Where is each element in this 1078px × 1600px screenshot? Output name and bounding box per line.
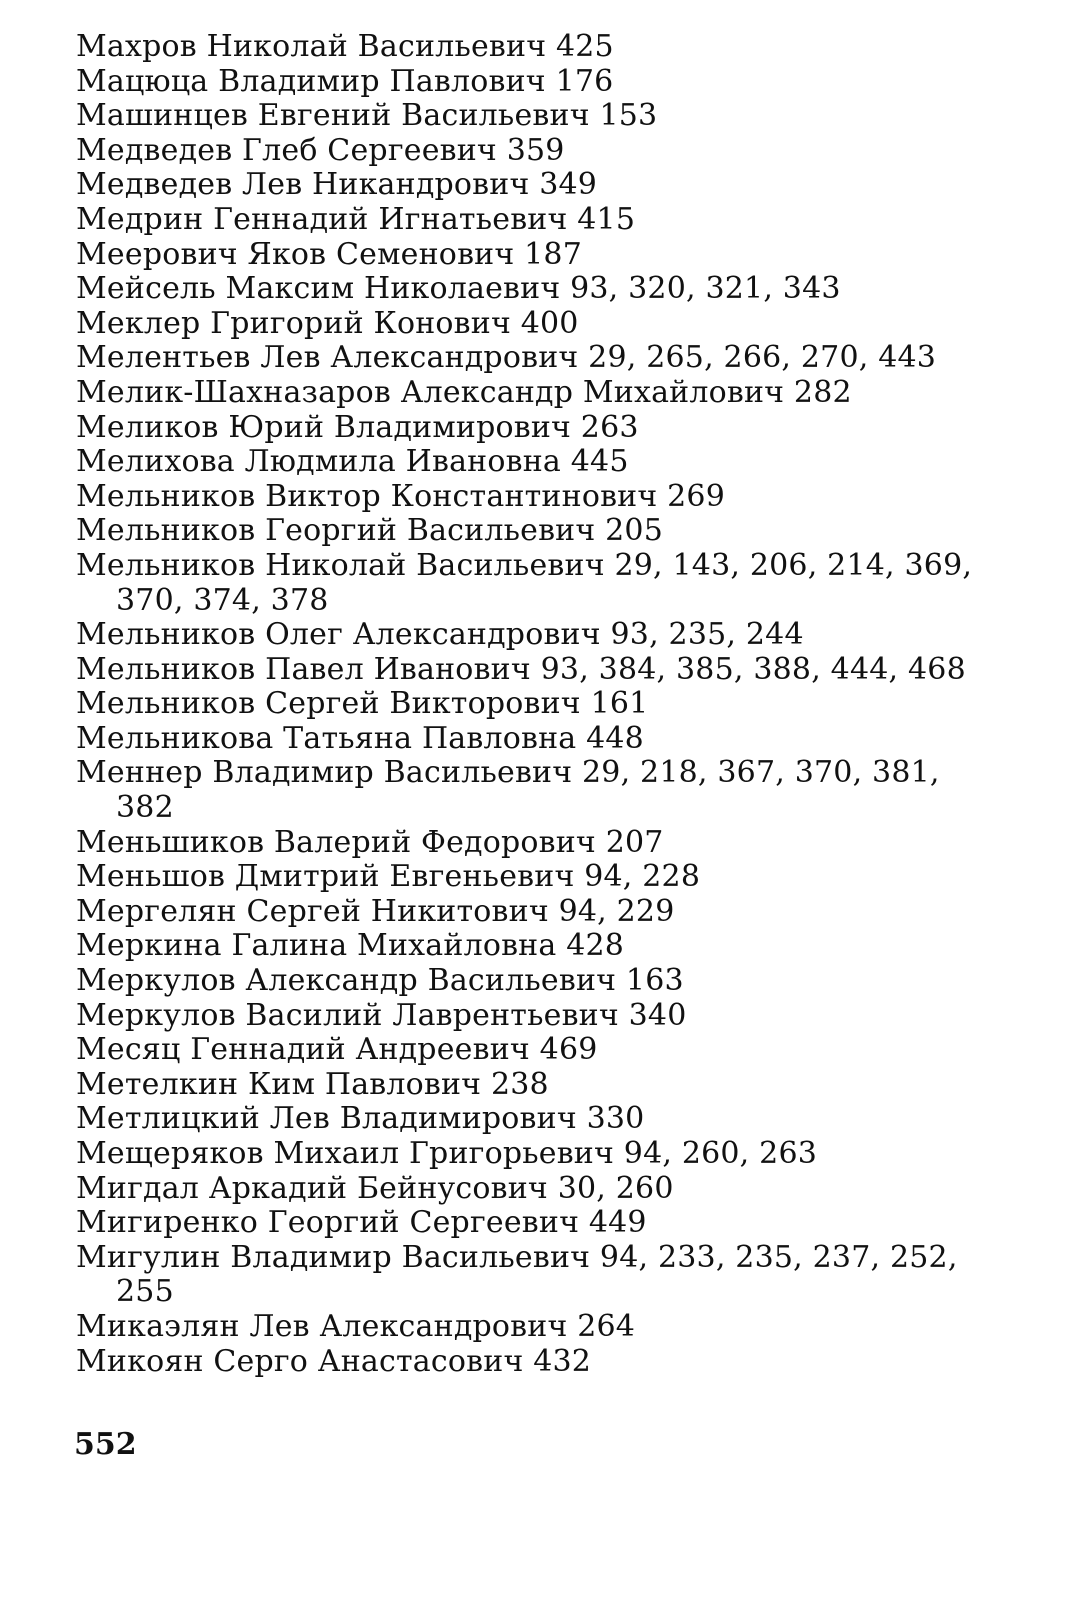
index-entry — [76, 376, 1066, 411]
index-entry — [76, 1206, 1066, 1241]
index-entry — [76, 307, 1066, 342]
index-entry-text: Меньшиков Валерий Федорович 207 — [76, 824, 664, 860]
index-entry — [76, 722, 1066, 757]
index-entry-text: Меркулов Василий Лаврентьевич 340 — [76, 997, 687, 1033]
index-entry — [76, 411, 1066, 446]
index-entry — [76, 1241, 1066, 1310]
index-entry — [76, 549, 1066, 618]
index-entry — [76, 687, 1066, 722]
index-entry — [76, 445, 1066, 480]
index-entry — [76, 30, 1066, 65]
index-entry-text: Меклер Григорий Конович 400 — [76, 305, 579, 341]
index-entry — [76, 860, 1066, 895]
name-index-list — [76, 30, 1066, 1379]
index-entry-continuation: 382 — [116, 790, 174, 826]
index-entry — [76, 341, 1066, 376]
index-entry — [76, 1068, 1066, 1103]
index-entry-text: Махров Николай Васильевич 425 — [76, 29, 614, 64]
index-entry-text: Мацюца Владимир Павлович 176 — [76, 63, 614, 99]
index-entry-text: Мельников Павел Иванович 93, 384, 385, 388, 444, 468 — [76, 651, 966, 687]
index-entry — [76, 238, 1066, 273]
index-entry — [76, 756, 1066, 825]
index-entry — [76, 99, 1066, 134]
index-entry — [76, 168, 1066, 203]
index-entry — [76, 203, 1066, 238]
index-entry — [76, 272, 1066, 307]
index-entry — [76, 895, 1066, 930]
index-entry-text: Мелентьев Лев Александрович 29, 265, 266, 270, 443 — [76, 340, 937, 376]
index-entry-text: Мельников Николай Васильевич 29, 143, 206, 214, 369, — [76, 547, 973, 583]
index-entry-text: Медведев Глеб Сергеевич 359 — [76, 132, 565, 168]
index-entry-continuation: 255 — [116, 1274, 174, 1310]
index-entry — [76, 1102, 1066, 1137]
index-entry-text: Меликов Юрий Владимирович 263 — [76, 409, 639, 445]
index-entry-text: Микоян Серго Анастасович 432 — [76, 1343, 592, 1379]
index-entry-text: Медведев Лев Никандрович 349 — [76, 167, 598, 203]
index-entry — [76, 1137, 1066, 1172]
index-entry-text: Медрин Геннадий Игнатьевич 415 — [76, 201, 636, 237]
index-entry — [76, 999, 1066, 1034]
index-entry-text: Мельников Виктор Константинович 269 — [76, 478, 725, 514]
index-entry-text: Мигиренко Георгий Сергеевич 449 — [76, 1205, 647, 1241]
index-entry — [76, 1033, 1066, 1068]
index-entry — [76, 929, 1066, 964]
index-entry-text: Метлицкий Лев Владимирович 330 — [76, 1101, 645, 1137]
index-entry-text: Метелкин Ким Павлович 238 — [76, 1066, 549, 1102]
index-entry-text: Мергелян Сергей Никитович 94, 229 — [76, 893, 675, 929]
index-entry — [76, 1172, 1066, 1207]
index-entry-text: Машинцев Евгений Васильевич 153 — [76, 98, 658, 134]
index-entry — [76, 964, 1066, 999]
index-entry-text: Меньшов Дмитрий Евгеньевич 94, 228 — [76, 859, 701, 895]
index-entry — [76, 618, 1066, 653]
index-entry-continuation: 370, 374, 378 — [116, 582, 329, 618]
index-entry-text: Месяц Геннадий Андреевич 469 — [76, 1032, 598, 1068]
index-entry — [76, 653, 1066, 688]
index-entry-text: Микаэлян Лев Александрович 264 — [76, 1308, 636, 1344]
index-entry-text: Мещеряков Михаил Григорьевич 94, 260, 263 — [76, 1136, 818, 1171]
index-entry-text: Мельникова Татьяна Павловна 448 — [76, 720, 644, 756]
index-entry-text: Меерович Яков Семенович 187 — [76, 236, 582, 272]
index-entry-text: Мелик-Шахназаров Александр Михайлович 282 — [76, 374, 852, 410]
index-entry-text: Меркина Галина Михайловна 428 — [76, 928, 625, 964]
index-entry-text: Мельников Сергей Викторович 161 — [76, 686, 649, 722]
index-entry-text: Мельников Олег Александрович 93, 235, 244 — [76, 617, 804, 653]
index-entry-text: Мельников Георгий Васильевич 205 — [76, 513, 664, 549]
index-entry-text: Мейсель Максим Николаевич 93, 320, 321, 343 — [76, 271, 841, 307]
index-entry — [76, 1345, 1066, 1380]
index-entry-text: Меркулов Александр Васильевич 163 — [76, 963, 684, 999]
index-entry-text: Мелихова Людмила Ивановна 445 — [76, 444, 629, 480]
index-entry — [76, 65, 1066, 100]
page-number: 552 — [74, 1427, 137, 1462]
index-entry — [76, 514, 1066, 549]
index-entry-text: Меннер Владимир Васильевич 29, 218, 367, 370, 381, — [76, 755, 940, 791]
index-entry-text: Мигдал Аркадий Бейнусович 30, 260 — [76, 1170, 674, 1206]
index-entry — [76, 134, 1066, 169]
index-entry — [76, 1310, 1066, 1345]
index-entry-text: Мигулин Владимир Васильевич 94, 233, 235, 237, 252, — [76, 1239, 958, 1275]
index-entry — [76, 480, 1066, 515]
index-entry — [76, 826, 1066, 861]
